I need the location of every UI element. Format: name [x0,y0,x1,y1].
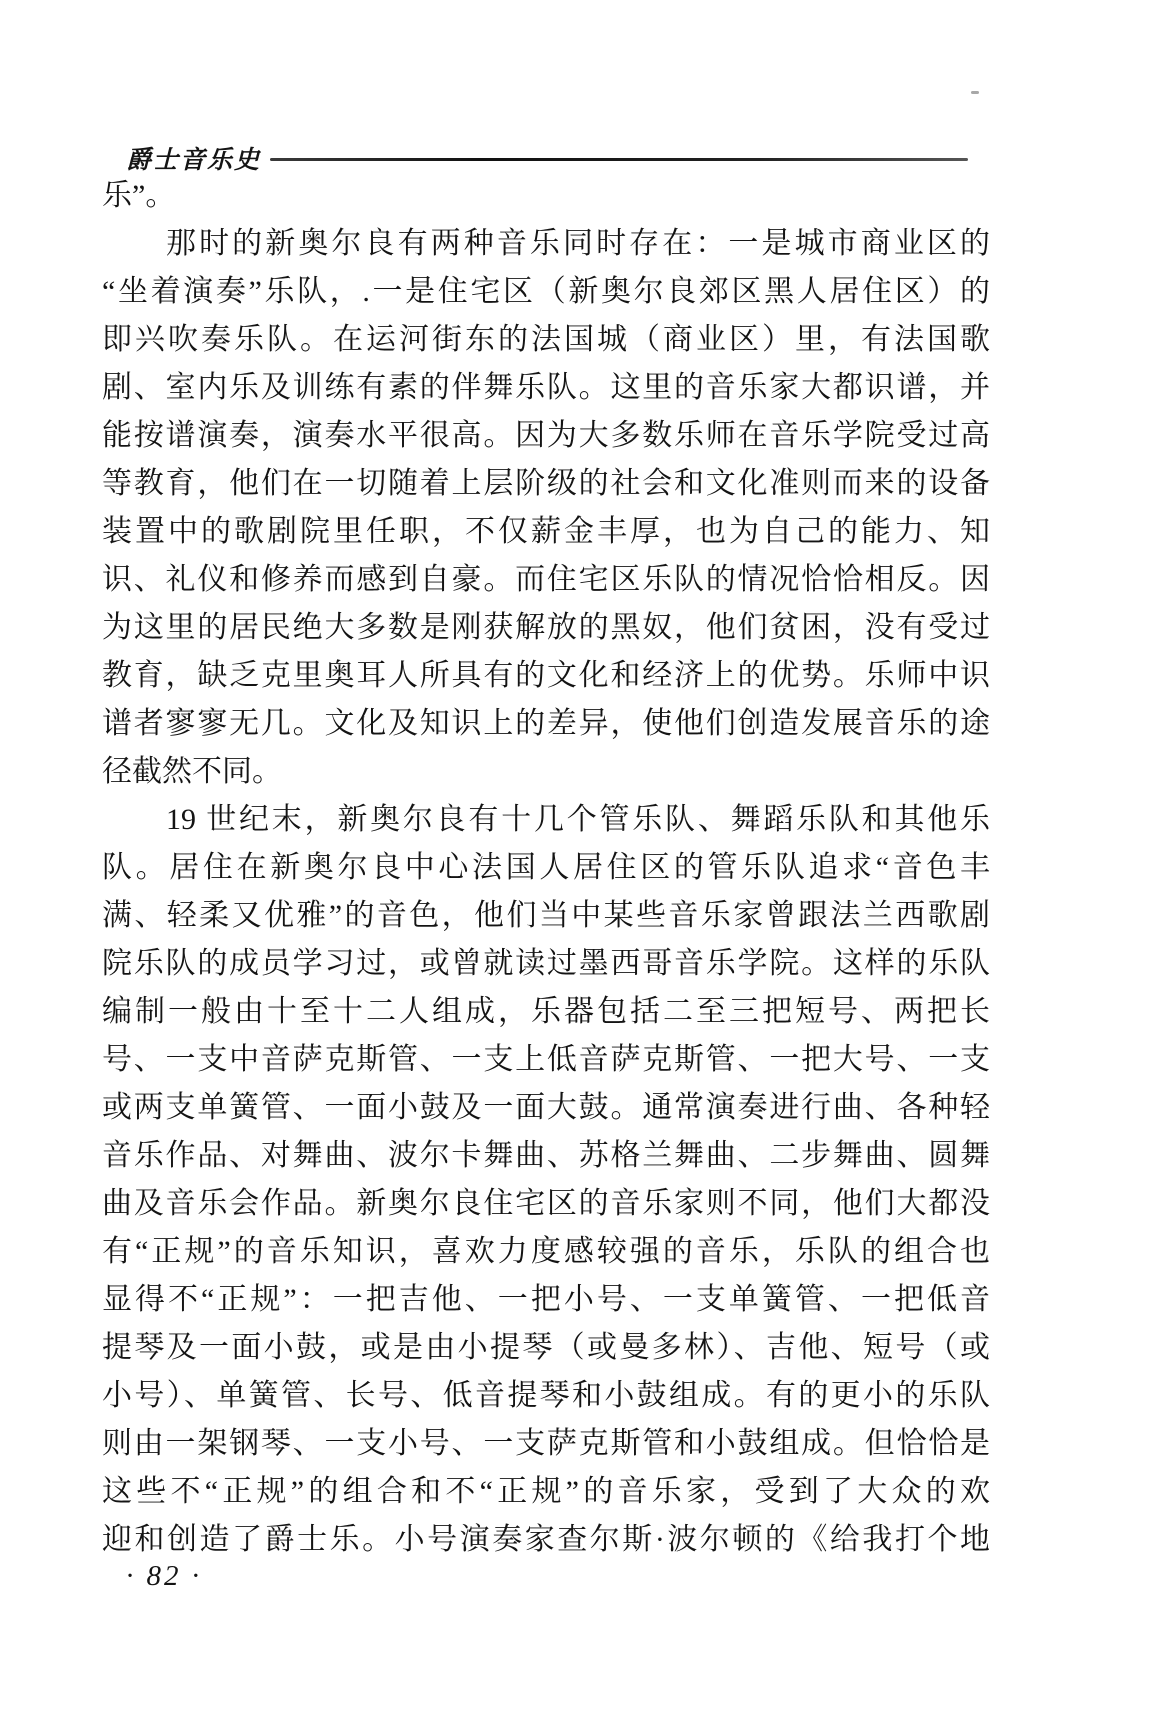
text-line: 则由一架钢琴、一支小号、一支萨克斯管和小鼓组成。但恰恰是 [102,1427,990,1460]
text-line: 即兴吹奏乐队。在运河街东的法国城（商业区）里，有法国歌 [102,323,990,356]
text-line: 这些不“正规”的组合和不“正规”的音乐家，受到了大众的欢 [102,1475,990,1508]
text-line: 装置中的歌剧院里任职，不仅薪金丰厚，也为自己的能力、知 [102,515,990,548]
text-line: 剧、室内乐及训练有素的伴舞乐队。这里的音乐家大都识谱，并 [102,371,990,404]
text-line: 院乐队的成员学习过，或曾就读过墨西哥音乐学院。这样的乐队 [102,947,990,980]
running-header-title: 爵士音乐史 [126,147,262,174]
text-line: 或两支单簧管、一面小鼓及一面大鼓。通常演奏进行曲、各种轻 [102,1091,990,1124]
text-line: 为这里的居民绝大多数是刚获解放的黑奴，他们贫困，没有受过 [102,611,990,644]
text-line: 径截然不同。 [102,755,282,788]
header-rule [270,158,968,161]
text-line: 曲及音乐会作品。新奥尔良住宅区的音乐家则不同，他们大都没 [102,1187,990,1220]
text-line: 乐”。 [102,179,176,212]
text-line: 等教育，他们在一切随着上层阶级的社会和文化准则而来的设备 [102,467,990,500]
text-line: 满、轻柔又优雅”的音色，他们当中某些音乐家曾跟法兰西歌剧 [102,899,990,932]
text-line: 提琴及一面小鼓，或是由小提琴（或曼多林）、吉他、短号（或 [102,1331,990,1364]
text-line: 显得不“正规”：一把吉他、一把小号、一支单簧管、一把低音 [102,1283,990,1316]
text-line: 19 世纪末，新奥尔良有十几个管乐队、舞蹈乐队和其他乐 [166,803,990,836]
text-line: 谱者寥寥无几。文化及知识上的差异，使他们创造发展音乐的途 [102,707,990,740]
text-line: 小号）、单簧管、长号、低音提琴和小鼓组成。有的更小的乐队 [102,1379,990,1412]
body-text [102,172,990,1564]
text-line: 那时的新奥尔良有两种音乐同时存在：一是城市商业区的 [166,227,990,260]
text-line: 教育，缺乏克里奥耳人所具有的文化和经济上的优势。乐师中识 [102,659,990,692]
text-line: “坐着演奏”乐队，.一是住宅区（新奥尔良郊区黑人居住区）的 [102,275,990,308]
text-line: 迎和创造了爵士乐。小号演奏家查尔斯·波尔顿的《给我打个地 [102,1523,990,1556]
text-line: 音乐作品、对舞曲、波尔卡舞曲、苏格兰舞曲、二步舞曲、圆舞 [102,1139,990,1172]
scan-speck [971,91,979,94]
text-line: 队。居住在新奥尔良中心法国人居住区的管乐队追求“音色丰 [102,851,990,884]
text-line: 识、礼仪和修养而感到自豪。而住宅区乐队的情况恰恰相反。因 [102,563,990,596]
page-number: · 82 · [126,1560,202,1592]
text-line: 有“正规”的音乐知识，喜欢力度感较强的音乐，乐队的组合也 [102,1235,990,1268]
text-line: 编制一般由十至十二人组成，乐器包括二至三把短号、两把长 [102,995,990,1028]
text-line: 号、一支中音萨克斯管、一支上低音萨克斯管、一把大号、一支 [102,1043,990,1076]
text-line: 能按谱演奏，演奏水平很高。因为大多数乐师在音乐学院受过高 [102,419,990,452]
